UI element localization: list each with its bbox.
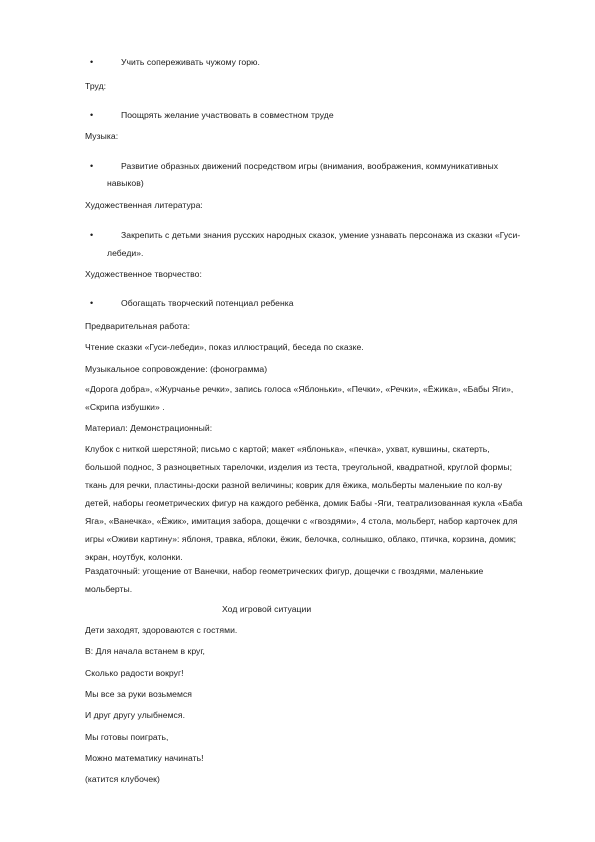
bullet-marker: • bbox=[90, 298, 94, 308]
bullet-marker: • bbox=[90, 230, 94, 240]
material-line: Яга», «Ванечка», «Ёжик», имитация забора, дощечки с «гвоздями», 4 стола, мольберт, набор карточек для bbox=[85, 516, 518, 526]
section-title-game-flow: Ход игровой ситуации bbox=[222, 604, 312, 614]
paragraph: Чтение сказки «Гуси-лебеди», показ иллюстраций, беседа по сказке. bbox=[85, 342, 364, 352]
section-heading-muzyka: Музыка: bbox=[85, 131, 119, 141]
paragraph: мольберты. bbox=[85, 584, 133, 594]
bullet-item: Закрепить с детьми знания русских народных сказок, умение узнавать персонажа из сказки «Гуси- bbox=[121, 230, 521, 240]
section-heading-preliminary: Предварительная работа: bbox=[85, 321, 191, 331]
script-line: Мы готовы поиграть, bbox=[85, 732, 169, 742]
material-line: большой поднос, 3 разноцветных тарелочки, изделия из теста, треугольной, квадратной, круглой формы; bbox=[85, 462, 513, 472]
bullet-item-continuation: лебеди». bbox=[107, 248, 144, 258]
material-line: экран, ноутбук, колонки. bbox=[85, 552, 183, 562]
script-line: Можно математику начинать! bbox=[85, 753, 204, 763]
bullet-item: Обогащать творческий потенциал ребенка bbox=[121, 298, 294, 308]
material-line: игры «Оживи картину»: яблоня, травка, яблоки, ёжик, белочка, солнышко, облако, птичка, корзина, домик; bbox=[85, 534, 517, 544]
bullet-item: Развитие образных движений посредством игры (внимания, воображения, коммуникативных bbox=[121, 161, 499, 171]
script-line: Дети заходят, здороваются с гостями. bbox=[85, 625, 238, 635]
section-heading-handout: Раздаточный: угощение от Ванечки, набор геометрических фигур, дощечки с гвоздями, маленькие bbox=[85, 566, 484, 576]
script-line: Мы все за руки возьмемся bbox=[85, 689, 193, 699]
bullet-marker: • bbox=[90, 110, 94, 120]
section-heading-literature: Художественная литература: bbox=[85, 200, 203, 210]
bullet-item: Поощрять желание участвовать в совместном труде bbox=[121, 110, 334, 120]
section-heading-material: Материал: Демонстрационный: bbox=[85, 423, 213, 433]
paragraph: «Дорога добра», «Журчанье речки», запись голоса «Яблоньки», «Печки», «Речки», «Ёжика», «Бабы Яги», bbox=[85, 384, 514, 394]
script-line: В: Для начала встанем в круг, bbox=[85, 646, 205, 656]
bullet-item-continuation: навыков) bbox=[107, 178, 144, 188]
material-line: детей, наборы геометрических фигур на каждого ребёнка, домик Бабы -Яги, театрализованная кукла «Баба bbox=[85, 498, 523, 508]
paragraph: «Скрипа избушки» . bbox=[85, 402, 165, 412]
bullet-marker: • bbox=[90, 161, 94, 171]
section-heading-trud: Труд: bbox=[85, 81, 107, 91]
section-heading-art: Художественное творчество: bbox=[85, 269, 202, 279]
material-line: ткань для речки, пластины-доски разной величины; коврик для ёжика, мольберты маленькие по кол-ву bbox=[85, 480, 503, 490]
bullet-item: Учить сопереживать чужому горю. bbox=[121, 57, 260, 67]
script-line: (катится клубочек) bbox=[85, 774, 160, 784]
bullet-marker: • bbox=[90, 57, 94, 67]
section-heading-music-accompaniment: Музыкальное сопровождение: (фонограмма) bbox=[85, 364, 268, 374]
script-line: Сколько радости вокруг! bbox=[85, 668, 184, 678]
script-line: И друг другу улыбнемся. bbox=[85, 710, 186, 720]
material-line: Клубок с ниткой шерстяной; письмо с картой; макет «яблонька», «печка», ухват, кувшины, скатерть, bbox=[85, 444, 490, 454]
